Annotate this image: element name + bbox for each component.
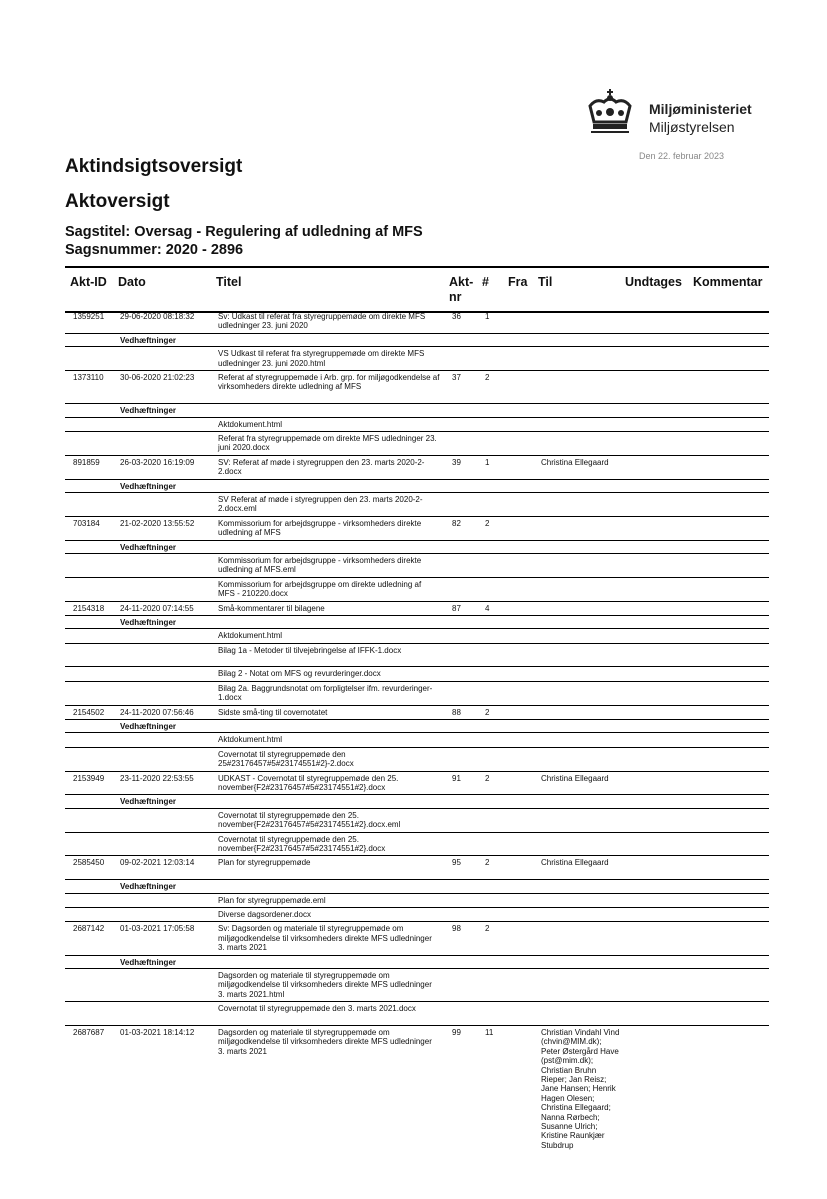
- attachments-label: Vedhæftninger: [120, 722, 177, 732]
- attachments-label: Vedhæftninger: [120, 797, 177, 807]
- attachments-label: Vedhæftninger: [120, 481, 177, 491]
- col-akt-nr: [449, 275, 473, 305]
- attachments-label: Vedhæftninger: [120, 957, 177, 967]
- akt-id-cell: 891859: [73, 457, 100, 467]
- akt-nr-cell: 36: [452, 312, 461, 321]
- org-primary: Miljøministeriet: [649, 101, 752, 117]
- col-fra: Fra: [508, 275, 528, 289]
- attachment-row: [65, 493, 769, 517]
- akt-id-cell: 2154502: [73, 707, 105, 717]
- attachments-label: Vedhæftninger: [120, 406, 177, 416]
- table-row: [65, 310, 769, 334]
- table-row: [65, 706, 769, 720]
- attachment-title-cell: Aktdokument.html: [218, 419, 283, 429]
- case-title: Sagstitel: Oversag - Regulering af udledning af MFS: [65, 224, 423, 240]
- attachment-row: [65, 667, 769, 681]
- akt-id-cell: 1359251: [73, 312, 105, 321]
- attachments-label: Vedhæftninger: [120, 542, 177, 552]
- attachment-count-cell: 2: [485, 707, 490, 717]
- title-cell: Kommissorium for arbejdsgruppe - virksomheders direkte udledning af MFS: [218, 518, 422, 538]
- attachment-title-cell: Bilag 2 - Notat om MFS og revurderinger.docx: [218, 669, 381, 679]
- attachment-row: [65, 644, 769, 668]
- attachment-title-cell: Covernotat til styregruppemøde den 25. november{F2#23176457#5#23174551#2}.docx.eml: [218, 810, 401, 830]
- akt-nr-cell: 98: [452, 924, 461, 934]
- attachment-row: [65, 629, 769, 643]
- attachment-title-cell: Covernotat til styregruppemøde den 25#23176457#5#23174551#2}-2.docx: [218, 749, 354, 769]
- title-cell: Dagsorden og materiale til styregruppemøde om miljøgodkendelse til virksomheders direkte MFS udledninger 3. marts 2021: [218, 1027, 432, 1056]
- attachments-label-row: [65, 720, 769, 733]
- case-number: Sagsnummer: 2020 - 2896: [65, 242, 244, 258]
- til-cell: Christina Ellegaard: [541, 858, 609, 868]
- table-row: [65, 517, 769, 541]
- til-cell: Christina Ellegaard: [541, 773, 609, 783]
- attachment-title-cell: SV Referat af møde i styregruppen den 23. marts 2020-2-2.docx.eml: [218, 494, 423, 514]
- attachment-title-cell: Diverse dagsordener.docx: [218, 910, 311, 919]
- col-akt-nr-line1: Akt-: [449, 275, 474, 289]
- attachments-label: Vedhæftninger: [120, 617, 177, 627]
- title-cell: Sv: Dagsorden og materiale til styregruppemøde om miljøgodkendelse til virksomheders direkte MFS udledninger 3. marts 2021: [218, 924, 432, 953]
- attachment-title-cell: Dagsorden og materiale til styregruppemøde om miljøgodkendelse til virksomheders direkte MFS udledninger 3. marts 2021.html: [218, 970, 432, 999]
- attachments-label-row: [65, 480, 769, 493]
- attachment-title-cell: Plan for styregruppemøde.eml: [218, 895, 326, 905]
- title-cell: UDKAST - Covernotat til styregruppemøde den 25. november{F2#23176457#5#23174551#2}.docx: [218, 773, 399, 793]
- date-cell: 26-03-2020 16:19:09: [120, 457, 195, 467]
- attachment-row: [65, 908, 769, 922]
- date-cell: 21-02-2020 13:55:52: [120, 518, 195, 528]
- attachment-title-cell: Kommissorium for arbejdsgruppe om direkte udledning af MFS - 210220.docx: [218, 579, 422, 599]
- table-row: [65, 1026, 769, 1199]
- col-akt-id: Akt-ID: [70, 275, 107, 289]
- attachment-row: [65, 833, 769, 857]
- col-til: Til: [538, 275, 553, 289]
- attachment-row: [65, 432, 769, 456]
- attachment-title-cell: Bilag 2a. Baggrundsnotat om forpligtelser ifm. revurderinger-1.docx: [218, 683, 433, 703]
- date-cell: 24-11-2020 07:14:55: [120, 603, 194, 613]
- acts-table: [65, 310, 769, 1199]
- col-titel: Titel: [216, 275, 242, 289]
- table-row: [65, 371, 769, 404]
- attachment-row: [65, 578, 769, 602]
- attachment-title-cell: Referat fra styregruppemøde om direkte MFS udledninger 23. juni 2020.docx: [218, 433, 437, 453]
- col-number: #: [482, 275, 489, 289]
- akt-id-cell: 1373110: [73, 372, 104, 382]
- title-cell: Referat af styregruppemøde i Arb. grp. for miljøgodkendelse af virksomheders direkte udledning af MFS: [218, 372, 440, 392]
- attachment-row: [65, 1002, 769, 1026]
- attachment-count-cell: 2: [485, 372, 490, 382]
- attachment-title-cell: Aktdokument.html: [218, 735, 283, 745]
- col-dato: Dato: [118, 275, 146, 289]
- attachment-row: [65, 894, 769, 908]
- ministry-logo: [586, 88, 752, 138]
- title-cell: SV: Referat af møde i styregruppen den 23. marts 2020-2-2.docx: [218, 457, 425, 477]
- akt-nr-cell: 99: [452, 1027, 461, 1037]
- col-kommentar: Kommentar: [693, 275, 763, 289]
- attachments-label-row: [65, 404, 769, 417]
- table-row: [65, 772, 769, 796]
- date-cell: 30-06-2020 21:02:23: [120, 372, 195, 382]
- document-date: Den 22. februar 2023: [639, 151, 725, 161]
- date-cell: 29-06-2020 08:18:32: [120, 312, 195, 321]
- page-title: Aktindsigtsoversigt: [65, 156, 243, 177]
- attachments-label: Vedhæftninger: [120, 335, 177, 345]
- date-cell: 24-11-2020 07:56:46: [120, 707, 194, 717]
- til-cell: Christina Ellegaard: [541, 457, 609, 467]
- title-cell: Sv: Udkast til referat fra styregruppemøde om direkte MFS udledninger 23. juni 2020: [218, 312, 426, 331]
- attachments-label-row: [65, 541, 769, 554]
- attachment-row: [65, 682, 769, 706]
- akt-id-cell: 703184: [73, 518, 100, 528]
- attachment-row: [65, 733, 769, 747]
- date-cell: 23-11-2020 22:53:55: [120, 773, 194, 783]
- table-row: [65, 922, 769, 955]
- attachments-label-row: [65, 334, 769, 347]
- akt-id-cell: 2153949: [73, 773, 105, 783]
- attachment-row: [65, 748, 769, 772]
- akt-nr-cell: 88: [452, 707, 461, 717]
- attachment-title-cell: Aktdokument.html: [218, 631, 283, 641]
- akt-id-cell: 2687687: [73, 1027, 105, 1037]
- akt-nr-cell: 37: [452, 372, 461, 382]
- attachment-row: [65, 809, 769, 833]
- attachment-title-cell: Covernotat til styregruppemøde den 3. marts 2021.docx: [218, 1004, 416, 1014]
- attachments-label: Vedhæftninger: [120, 882, 177, 892]
- attachments-label-row: [65, 616, 769, 629]
- akt-nr-cell: 87: [452, 603, 461, 613]
- attachment-title-cell: Covernotat til styregruppemøde den 25. november{F2#23176457#5#23174551#2}.docx: [218, 834, 386, 854]
- akt-nr-cell: 95: [452, 858, 461, 868]
- crown-icon: [586, 88, 634, 134]
- title-cell: Små-kommentarer til bilagene: [218, 603, 325, 613]
- attachment-row: [65, 969, 769, 1002]
- title-cell: Plan for styregruppemøde: [218, 858, 311, 868]
- akt-id-cell: 2154318: [73, 603, 105, 613]
- attachments-label-row: [65, 956, 769, 969]
- attachment-count-cell: 2: [485, 773, 490, 783]
- table-row: [65, 456, 769, 480]
- attachment-title-cell: VS Udkast til referat fra styregruppemøde om direkte MFS udledninger 23. juni 2020.html: [218, 349, 425, 368]
- akt-nr-cell: 82: [452, 518, 461, 528]
- col-akt-nr-line2: nr: [449, 290, 462, 304]
- attachment-count-cell: 2: [485, 924, 490, 934]
- attachment-row: [65, 554, 769, 578]
- attachments-label-row: [65, 795, 769, 808]
- date-cell: 01-03-2021 18:14:12: [120, 1027, 195, 1037]
- attachment-title-cell: Bilag 1a - Metoder til tilvejebringelse af IFFK-1.docx: [218, 645, 402, 655]
- attachment-count-cell: 1: [485, 312, 490, 321]
- table-header: [65, 266, 769, 313]
- attachments-label-row: [65, 880, 769, 893]
- org-secondary: Miljøstyrelsen: [649, 119, 735, 135]
- attachment-count-cell: 2: [485, 858, 490, 868]
- date-cell: 09-02-2021 12:03:14: [120, 858, 195, 868]
- akt-id-cell: 2585450: [73, 858, 105, 868]
- til-cell: Christian Vindahl Vind (chvin@MIM.dk); Peter Østergård Have (pst@mim.dk); Christian Bruhn Rieper; Jan Reisz; Jane Hansen; Henrik Hagen Olesen; Christina Ellegaard; Nanna Rørbech; Susanne Ulrich; Kristine Raunkjær Stubdrup: [541, 1027, 620, 1150]
- page-subtitle: Aktoversigt: [65, 191, 170, 212]
- attachment-title-cell: Kommissorium for arbejdsgruppe - virksomheders direkte udledning af MFS.eml: [218, 555, 422, 575]
- attachment-count-cell: 2: [485, 518, 490, 528]
- attachment-count-cell: 1: [485, 457, 490, 467]
- table-row: [65, 602, 769, 616]
- date-cell: 01-03-2021 17:05:58: [120, 924, 195, 934]
- table-row: [65, 856, 769, 880]
- title-cell: Sidste små-ting til covernotatet: [218, 707, 328, 717]
- col-undtages: Undtages: [625, 275, 682, 289]
- akt-nr-cell: 39: [452, 457, 461, 467]
- attachment-row: [65, 347, 769, 371]
- akt-id-cell: 2687142: [73, 924, 105, 934]
- akt-nr-cell: 91: [452, 773, 461, 783]
- attachment-count-cell: 4: [485, 603, 490, 613]
- attachment-count-cell: 11: [485, 1027, 494, 1037]
- attachment-row: [65, 418, 769, 432]
